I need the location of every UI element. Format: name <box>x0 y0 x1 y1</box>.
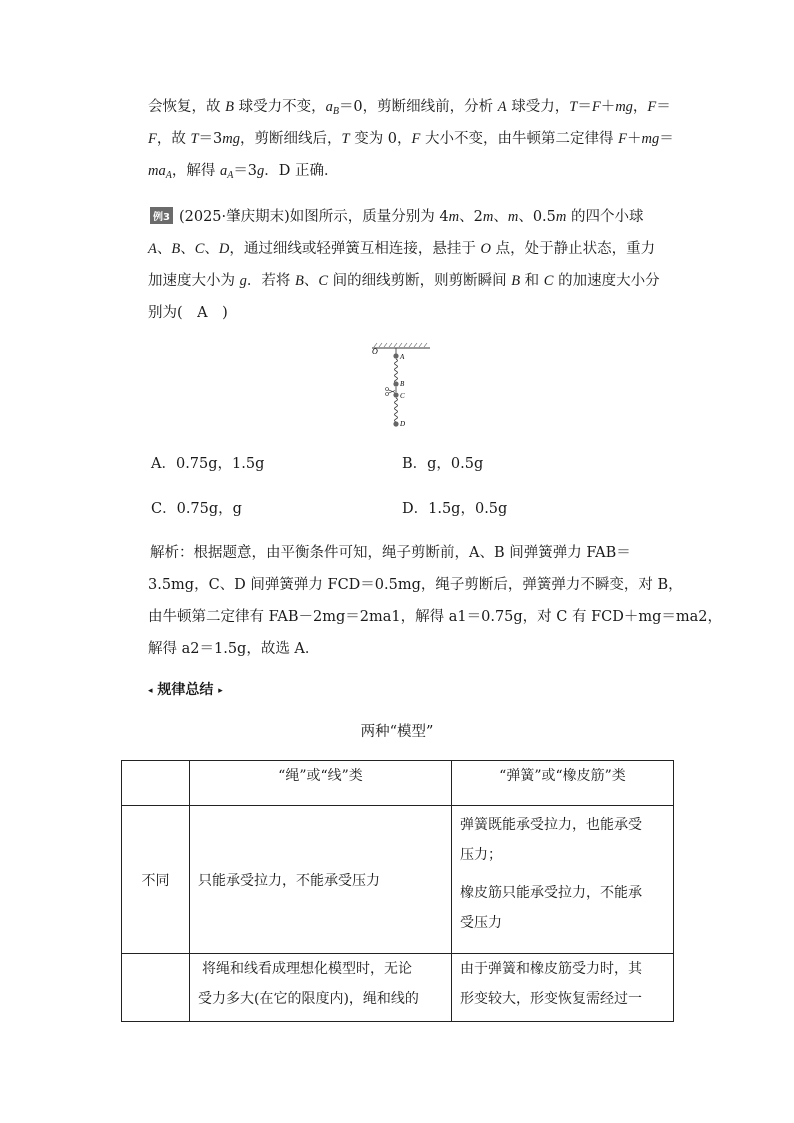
comparison-table <box>121 760 674 1022</box>
text-segment: 大小不变，由牛顿第二定律得 <box>420 131 619 147</box>
row-label-difference: 不同 <box>122 806 190 954</box>
var-a: a <box>325 99 333 115</box>
ball-A <box>393 353 398 358</box>
label-A: A <box>400 353 405 361</box>
var-g: g <box>239 273 247 289</box>
text-segment: 、 <box>303 273 319 289</box>
var-m: m <box>482 209 494 225</box>
ball-D <box>393 421 398 426</box>
label-B: B <box>400 380 405 388</box>
text-segment: ，剪断细线后， <box>240 131 342 147</box>
analysis-line-2: 3.5mg，C、D 间弹簧弹力 FCD＝0.5mg，绳子剪断后，弹簧弹力不瞬变，对 B， <box>148 577 683 593</box>
var-ma: ma <box>148 163 166 179</box>
example-line-1 <box>150 205 643 226</box>
ball-B <box>393 381 398 386</box>
header-cell-spring: “弹簧”或“橡皮筋”类 <box>452 761 674 806</box>
text-segment: 加速度大小为 <box>148 273 240 289</box>
paragraph-1-line-2 <box>148 127 674 148</box>
cell-rope-next <box>190 954 452 1022</box>
label-O: O <box>372 347 378 356</box>
table-title: 两种“模型” <box>360 724 434 740</box>
cell-line: 橡皮筋只能承受拉力，不能承 <box>460 885 642 901</box>
text-segment: 和 <box>520 273 544 289</box>
sub-B: B <box>332 106 339 117</box>
var-C: C <box>318 273 328 289</box>
text-segment: 球受力， <box>506 99 570 115</box>
analysis-line-3: 由牛顿第二定律有 FAB－2mg＝2ma1，解得 a1＝0.75g，对 C 有 FCD＋mg＝ma2， <box>148 609 723 625</box>
ceiling <box>372 343 430 348</box>
analysis-line-1: 解析：根据题意，由平衡条件可知，绳子剪断前，A、B 间弹簧弹力 FAB＝ <box>150 545 631 561</box>
cell-line: 压力； <box>460 847 502 863</box>
sub-A: A <box>227 170 234 181</box>
text-segment: ＝ <box>656 99 671 115</box>
spring-C-D <box>395 398 398 422</box>
var-F: F <box>148 131 157 147</box>
cell-spring-next <box>452 954 674 1022</box>
var-mg: mg <box>641 131 660 147</box>
table-header-row <box>122 761 674 806</box>
text-segment: ，解得 <box>171 163 220 179</box>
left-triangle-icon: ◂ <box>148 686 153 696</box>
text-segment: 、0.5 <box>518 209 556 225</box>
var-D: D <box>218 241 230 257</box>
text-segment: 间的细线剪断，则剪断瞬间 <box>328 273 512 289</box>
var-m: m <box>507 209 519 225</box>
paragraph-1-line-1 <box>148 95 671 117</box>
cell-rope-difference: 只能承受拉力，不能承受压力 <box>190 806 452 954</box>
example-line-2 <box>148 237 655 258</box>
var-F: F <box>411 131 421 147</box>
var-T: T <box>190 131 199 147</box>
analysis-line-4: 解得 a2＝1.5g，故选 A． <box>148 641 320 657</box>
text-segment: 会恢复，故 <box>148 99 226 115</box>
text-segment: 的加速度大小分 <box>553 273 660 289</box>
var-B: B <box>511 273 521 289</box>
section-title: 规律总结 <box>157 682 214 698</box>
paragraph-1-line-3 <box>148 159 339 181</box>
text-segment: 变为 0， <box>349 131 412 147</box>
text-segment: ．D 正确． <box>264 163 339 179</box>
var-F: F <box>618 131 627 147</box>
text-segment: ＝3 <box>198 131 223 147</box>
cell-line: 由于弹簧和橡皮筋受力时，其 <box>460 961 642 977</box>
var-B: B <box>171 241 181 257</box>
cell-spring-difference <box>452 806 674 954</box>
var-C: C <box>543 273 554 289</box>
text-segment: ＝ <box>659 131 674 147</box>
text-segment: 、 <box>493 209 508 225</box>
var-B: B <box>294 273 304 289</box>
var-O: O <box>480 241 491 257</box>
var-mg: mg <box>615 99 633 115</box>
text-segment: 的四个小球 <box>566 209 644 225</box>
text-segment: ＋ <box>626 131 642 147</box>
header-cell-empty <box>122 761 190 806</box>
section-header <box>148 679 223 699</box>
table-row-difference <box>122 806 674 954</box>
var-B: B <box>225 99 234 115</box>
cell-line: 将绳和线看成理想化模型时，无论 <box>202 961 412 977</box>
example-badge: 例3 <box>150 207 173 224</box>
example-text: (2025·肇庆期末)如图所示，质量分别为 4 <box>178 209 449 225</box>
text-segment: 、 <box>180 241 195 257</box>
text-segment: ， <box>632 99 648 115</box>
text-segment: 、 <box>204 241 219 257</box>
text-segment: 球受力不变， <box>233 99 326 115</box>
text-segment: ＝ <box>577 99 592 115</box>
text-segment: 点，处于静止状态，重力 <box>490 241 656 257</box>
option-c[interactable]: C．0.75g，g <box>151 501 242 517</box>
cell-line: 形变较大，形变恢复需经过一 <box>460 991 642 1007</box>
text-segment: ＝3 <box>233 163 258 179</box>
right-triangle-icon: ▸ <box>218 686 223 696</box>
var-T: T <box>569 99 578 115</box>
var-A: A <box>497 99 507 115</box>
text-segment: ．若将 <box>246 273 295 289</box>
text-segment: 、2 <box>459 209 483 225</box>
var-F: F <box>647 99 657 115</box>
sub-A: A <box>165 170 172 181</box>
text-segment: ，故 <box>156 131 191 147</box>
var-m: m <box>448 209 460 225</box>
option-d[interactable]: D．1.5g，0.5g <box>402 501 508 517</box>
var-g: g <box>257 163 265 179</box>
example-line-4: 别为( A ) <box>148 305 228 321</box>
text-segment: 、 <box>156 241 172 257</box>
var-mg: mg <box>222 131 241 147</box>
table-row-next <box>122 954 674 1022</box>
var-F: F <box>591 99 601 115</box>
var-T: T <box>341 131 350 147</box>
text-segment: ＋ <box>600 99 616 115</box>
spring-ball-figure <box>368 340 438 435</box>
row-label-empty <box>122 954 190 1022</box>
var-A: A <box>148 241 157 257</box>
ball-C <box>393 392 398 397</box>
cell-line: 受力多大(在它的限度内)，绳和线的 <box>198 991 419 1007</box>
example-line-3 <box>148 269 660 290</box>
text-segment: ，通过细线或轻弹簧互相连接，悬挂于 <box>229 241 481 257</box>
cell-line: 受压力 <box>460 915 502 931</box>
var-a: a <box>219 163 228 179</box>
var-m: m <box>555 209 567 225</box>
label-D: D <box>400 420 406 428</box>
text-segment: ＝0，剪断细线前，分析 <box>338 99 498 115</box>
label-C: C <box>400 392 405 400</box>
option-b[interactable]: B．g，0.5g <box>402 456 484 472</box>
spring-A-B <box>395 359 398 383</box>
header-cell-rope: “绳”或“线”类 <box>190 761 452 806</box>
var-C: C <box>194 241 205 257</box>
cell-line: 弹簧既能承受拉力，也能承受 <box>460 817 642 833</box>
option-a[interactable]: A．0.75g，1.5g <box>151 456 265 472</box>
